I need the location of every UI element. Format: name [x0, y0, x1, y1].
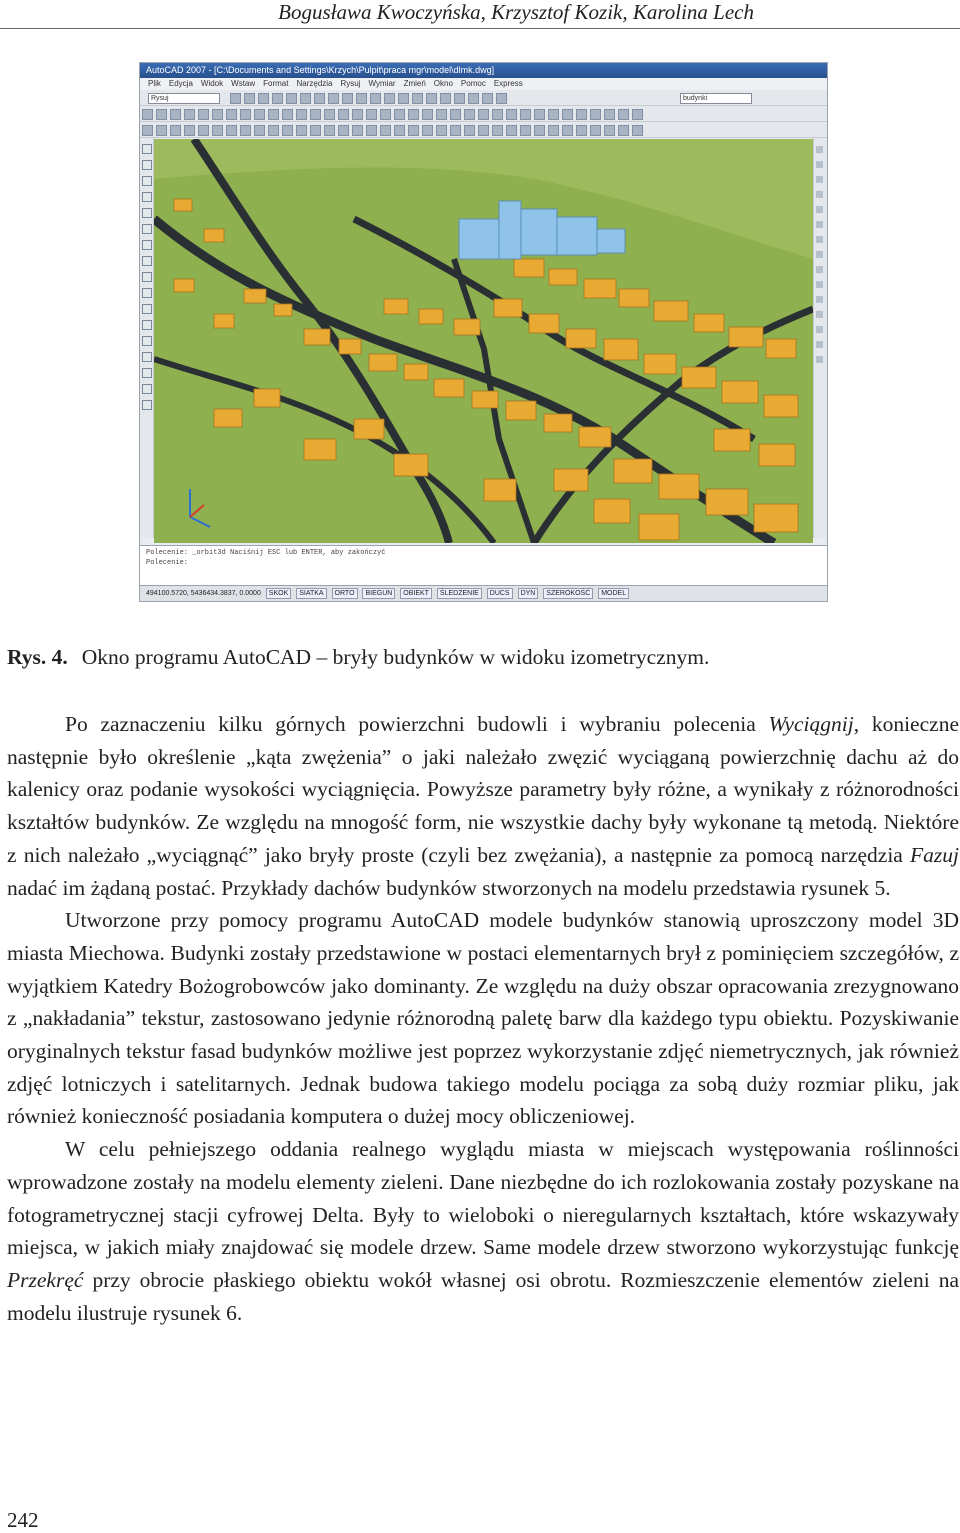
- status-toggle-snap[interactable]: SKOK: [266, 588, 291, 599]
- tool-icon[interactable]: [142, 320, 152, 330]
- toolbar-icon[interactable]: [394, 109, 405, 120]
- toolbar-icon[interactable]: [590, 109, 601, 120]
- toolbar-icon[interactable]: [314, 93, 325, 104]
- coordinate-readout: 494100.5720, 5436434.3837, 0.0000: [146, 590, 261, 597]
- toolbar-icon[interactable]: [310, 109, 321, 120]
- toolbar-icon[interactable]: [170, 125, 181, 136]
- toolbar-icon[interactable]: [268, 125, 279, 136]
- caption-label: Rys. 4.: [7, 645, 68, 669]
- toolbar-icon[interactable]: [548, 109, 559, 120]
- toolbar-icon[interactable]: [482, 93, 493, 104]
- toolbar-icon[interactable]: [562, 125, 573, 136]
- tool-icon[interactable]: [816, 296, 823, 303]
- modify-toolbar-vertical: [813, 138, 827, 538]
- toolbar-icon[interactable]: [520, 109, 531, 120]
- tool-icon[interactable]: [142, 336, 152, 346]
- toolbar-icon[interactable]: [478, 125, 489, 136]
- menu-item[interactable]: Rysuj: [340, 79, 361, 88]
- page-number: 242: [7, 1508, 39, 1532]
- toolbar-icon[interactable]: [170, 109, 181, 120]
- tool-icon[interactable]: [816, 281, 823, 288]
- tool-icon[interactable]: [142, 272, 152, 282]
- modify-toolbar: [140, 122, 827, 138]
- figure-caption: [7, 644, 709, 670]
- toolbar-icon[interactable]: [562, 109, 573, 120]
- toolbar-icon[interactable]: [506, 109, 517, 120]
- toolbar-icon[interactable]: [296, 125, 307, 136]
- toolbar-icon[interactable]: [506, 125, 517, 136]
- paragraph: W celu pełniejszego oddania realnego wyglądu miasta w miejscach występowania roślinności wprowadzone zostały na modelu elementy zieleni. Dane niezbędne do ich rozlokowania zostały pozyskane na fotogrametrycznej stacji cyfrowej Delta. Były to wieloboki o nieregularnych kształtach, które wskazywały miejsca, w jakich miały znajdować się modele drzew. Same modele drzew stworzono wykorzystując funkcję Przekręć przy obrocie płaskiego obiektu wokół własnej osi obrotu. Rozmieszczenie elementów zieleni na modelu ilustruje rysunek 6.: [7, 1137, 959, 1325]
- toolbar-icon[interactable]: [142, 125, 153, 136]
- toolbar-icon[interactable]: [412, 93, 423, 104]
- tool-icon[interactable]: [816, 146, 823, 153]
- status-bar: [140, 585, 827, 601]
- tool-icon[interactable]: [142, 384, 152, 394]
- toolbar-icon[interactable]: [240, 109, 251, 120]
- workspace-select[interactable]: Rysuj: [148, 93, 220, 104]
- toolbar-icon[interactable]: [324, 109, 335, 120]
- toolbar-icon[interactable]: [300, 93, 311, 104]
- toolbar-icon[interactable]: [590, 125, 601, 136]
- toolbar-icon[interactable]: [342, 93, 353, 104]
- toolbar-icon[interactable]: [604, 109, 615, 120]
- toolbar-icon[interactable]: [370, 93, 381, 104]
- toolbar-icon[interactable]: [254, 109, 265, 120]
- toolbar-icon[interactable]: [254, 125, 265, 136]
- menu-item[interactable]: Pomoc: [460, 79, 486, 88]
- tool-icon[interactable]: [816, 326, 823, 333]
- toolbar-icon[interactable]: [632, 125, 643, 136]
- toolbar-icon[interactable]: [408, 125, 419, 136]
- tool-icon[interactable]: [816, 176, 823, 183]
- toolbar-icon[interactable]: [226, 109, 237, 120]
- tool-icon[interactable]: [142, 288, 152, 298]
- menu-item[interactable]: Format: [263, 79, 289, 88]
- status-toggle-otrack[interactable]: ŚLEDZENIE: [437, 588, 482, 599]
- toolbar-icon[interactable]: [398, 93, 409, 104]
- toolbar-icon[interactable]: [450, 125, 461, 136]
- toolbar-icon[interactable]: [258, 93, 269, 104]
- toolbar-icon[interactable]: [352, 109, 363, 120]
- toolbar-icon[interactable]: [282, 109, 293, 120]
- status-toggle-ducs[interactable]: DUCS: [487, 588, 513, 599]
- tool-icon[interactable]: [142, 160, 152, 170]
- body-text: [7, 708, 959, 1329]
- tool-icon[interactable]: [816, 221, 823, 228]
- toolbar-icon[interactable]: [408, 109, 419, 120]
- menu-item[interactable]: Wstaw: [231, 79, 256, 88]
- toolbar-icon[interactable]: [184, 125, 195, 136]
- toolbar-icon[interactable]: [464, 109, 475, 120]
- toolbar-icon[interactable]: [286, 93, 297, 104]
- toolbar-icon[interactable]: [244, 93, 255, 104]
- toolbar-icon[interactable]: [464, 125, 475, 136]
- status-toggle-lwt[interactable]: SZEROKOŚĆ: [543, 588, 593, 599]
- toolbar-icon[interactable]: [366, 109, 377, 120]
- toolbar-icon[interactable]: [384, 93, 395, 104]
- tool-icon[interactable]: [142, 208, 152, 218]
- menu-item[interactable]: Okno: [433, 79, 453, 88]
- status-toggle-dyn[interactable]: DYN: [518, 588, 539, 599]
- toolbar-icon[interactable]: [422, 109, 433, 120]
- toolbar-icon[interactable]: [618, 125, 629, 136]
- caption-text: Okno programu AutoCAD – bryły budynków w widoku izometrycznym.: [81, 645, 710, 669]
- menu-item[interactable]: Edycja: [168, 79, 193, 88]
- toolbar-icon[interactable]: [156, 109, 167, 120]
- toolbar-icon[interactable]: [352, 125, 363, 136]
- tool-icon[interactable]: [816, 311, 823, 318]
- toolbar-icon[interactable]: [534, 109, 545, 120]
- menu-item[interactable]: Wymiar: [368, 79, 396, 88]
- toolbar-icon[interactable]: [548, 125, 559, 136]
- paragraph: Po zaznaczeniu kilku górnych powierzchni budowli i wybraniu polecenia Wyciągnij, konieczne następnie było określenie „kąta zwężenia” o jaki należało zwęzić wyciąganą powierzchnię dachu aż do kalenicy oraz podanie wysokości wyciągnięcia. Powyższe parametry były różne, a wynikały z różnorodności kształtów budynków. Ze względu na mnogość form, nie wszystkie dachy były wykonane tą metodą. Niektóre z nich należało „wyciągnąć” jako bryły proste (czyli bez zwężania), a następnie za pomocą narzędzia Fazuj nadać im żądaną postać. Przykłady dachów budynków stworzonych na modelu przedstawia rysunek 5.: [7, 712, 959, 900]
- draw-toolbar-vertical: [140, 138, 154, 538]
- toolbar-icon[interactable]: [230, 93, 241, 104]
- menu-item[interactable]: Zmień: [403, 79, 426, 88]
- tool-icon[interactable]: [142, 144, 152, 154]
- tool-icon[interactable]: [142, 240, 152, 250]
- toolbar-icon[interactable]: [632, 109, 643, 120]
- toolbar-icon[interactable]: [492, 125, 503, 136]
- tool-icon[interactable]: [142, 176, 152, 186]
- status-toggle-grid[interactable]: SIATKA: [296, 588, 326, 599]
- tool-icon[interactable]: [142, 352, 152, 362]
- menu-item[interactable]: Widok: [200, 79, 224, 88]
- toolbar-icon[interactable]: [212, 125, 223, 136]
- toolbar-icon[interactable]: [478, 109, 489, 120]
- tool-icon[interactable]: [142, 368, 152, 378]
- toolbar-icon[interactable]: [576, 109, 587, 120]
- tool-icon[interactable]: [816, 206, 823, 213]
- command-history: Polecenie: _orbit3d Naciśnij ESC lub ENTER, aby zakończyć: [146, 549, 386, 557]
- toolbar-icon[interactable]: [468, 93, 479, 104]
- tool-icon[interactable]: [816, 236, 823, 243]
- tool-icon[interactable]: [142, 400, 152, 410]
- menu-item[interactable]: Express: [493, 79, 523, 88]
- menu-bar: [140, 78, 827, 90]
- drawing-viewport[interactable]: [154, 139, 813, 543]
- status-toggle-ortho[interactable]: ORTO: [332, 588, 358, 599]
- toolbar-icon[interactable]: [380, 109, 391, 120]
- toolbar-icon[interactable]: [618, 109, 629, 120]
- toolbar-icon[interactable]: [426, 93, 437, 104]
- layer-select[interactable]: budynki: [680, 93, 752, 104]
- header-authors: Bogusława Kwoczyńska, Krzysztof Kozik, Karolina Lech: [278, 0, 754, 24]
- toolbar-icon[interactable]: [436, 125, 447, 136]
- standard-toolbar: [140, 90, 827, 106]
- toolbar-icon[interactable]: [226, 125, 237, 136]
- toolbar-icon[interactable]: [436, 109, 447, 120]
- toolbar-icon[interactable]: [184, 109, 195, 120]
- toolbar-icon[interactable]: [310, 125, 321, 136]
- command-prompt[interactable]: Polecenie:: [146, 559, 189, 567]
- command-line[interactable]: [140, 545, 827, 585]
- tool-icon[interactable]: [816, 161, 823, 168]
- window-title: AutoCAD 2007 - [C:\Documents and Settings\Krzych\Pulpit\praca mgr\model\dlmk.dwg]: [140, 63, 827, 78]
- toolbar-icon[interactable]: [268, 109, 279, 120]
- toolbar-icon[interactable]: [534, 125, 545, 136]
- toolbar-icon[interactable]: [282, 125, 293, 136]
- tool-icon[interactable]: [816, 251, 823, 258]
- toolbar-icon[interactable]: [380, 125, 391, 136]
- toolbar-icon[interactable]: [212, 109, 223, 120]
- toolbar-icon[interactable]: [496, 93, 507, 104]
- menu-item[interactable]: Narzędzia: [296, 79, 333, 88]
- toolbar-icon[interactable]: [240, 125, 251, 136]
- toolbar-icon[interactable]: [328, 93, 339, 104]
- toolbar-icon[interactable]: [198, 109, 209, 120]
- toolbar-icon[interactable]: [450, 109, 461, 120]
- properties-toolbar: [140, 106, 827, 122]
- toolbar-icon[interactable]: [338, 125, 349, 136]
- status-toggle-model[interactable]: MODEL: [598, 588, 629, 599]
- tool-icon[interactable]: [142, 192, 152, 202]
- status-toggle-osnap[interactable]: OBIEKT: [400, 588, 432, 599]
- toolbar-icon[interactable]: [356, 93, 367, 104]
- tool-icon[interactable]: [142, 304, 152, 314]
- autocad-screenshot-figure: [139, 62, 828, 602]
- toolbar-icon[interactable]: [296, 109, 307, 120]
- status-toggle-polar[interactable]: BIEGUN: [362, 588, 395, 599]
- paragraph: Utworzone przy pomocy programu AutoCAD modele budynków stanowią uproszczony model 3D miasta Miechowa. Budynki zostały przedstawione w postaci elementarnych brył z pominięciem szczegółów, z wyjątkiem Katedry Bożogrobowców jako dominanty. Ze względu na duży obszar opracowania zrezygnowano z „nakładania” tekstur, zastosowano jedynie różnorodną paletę barw dla każdego typu obiektu. Pozyskiwanie oryginalnych tekstur fasad budynków możliwe jest poprzez wykorzystanie zdjęć niemetrycznych, jak również zdjęć lotniczych i satelitarnych. Jednak budowa takiego modelu pociąga za sobą duży rozmiar pliku, jak również konieczność posiadania komputera o dużej mocy obliczeniowej.: [7, 908, 959, 1129]
- toolbar-icon[interactable]: [156, 125, 167, 136]
- city-model-3d-view: [154, 139, 813, 543]
- toolbar-icon[interactable]: [520, 125, 531, 136]
- tool-icon[interactable]: [816, 341, 823, 348]
- toolbar-icon[interactable]: [454, 93, 465, 104]
- toolbar-icon[interactable]: [324, 125, 335, 136]
- toolbar-icon[interactable]: [366, 125, 377, 136]
- tool-icon[interactable]: [816, 191, 823, 198]
- menu-item[interactable]: Plik: [148, 79, 161, 88]
- toolbar-icon[interactable]: [142, 109, 153, 120]
- tool-icon[interactable]: [816, 356, 823, 363]
- toolbar-icon[interactable]: [338, 109, 349, 120]
- toolbar-icon[interactable]: [492, 109, 503, 120]
- toolbar-icon[interactable]: [576, 125, 587, 136]
- tool-icon[interactable]: [816, 266, 823, 273]
- toolbar-icon[interactable]: [272, 93, 283, 104]
- running-header: [0, 0, 960, 29]
- toolbar-icon[interactable]: [604, 125, 615, 136]
- toolbar-icon[interactable]: [422, 125, 433, 136]
- tool-icon[interactable]: [142, 256, 152, 266]
- toolbar-icon[interactable]: [394, 125, 405, 136]
- tool-icon[interactable]: [142, 224, 152, 234]
- toolbar-icon[interactable]: [198, 125, 209, 136]
- toolbar-icon[interactable]: [440, 93, 451, 104]
